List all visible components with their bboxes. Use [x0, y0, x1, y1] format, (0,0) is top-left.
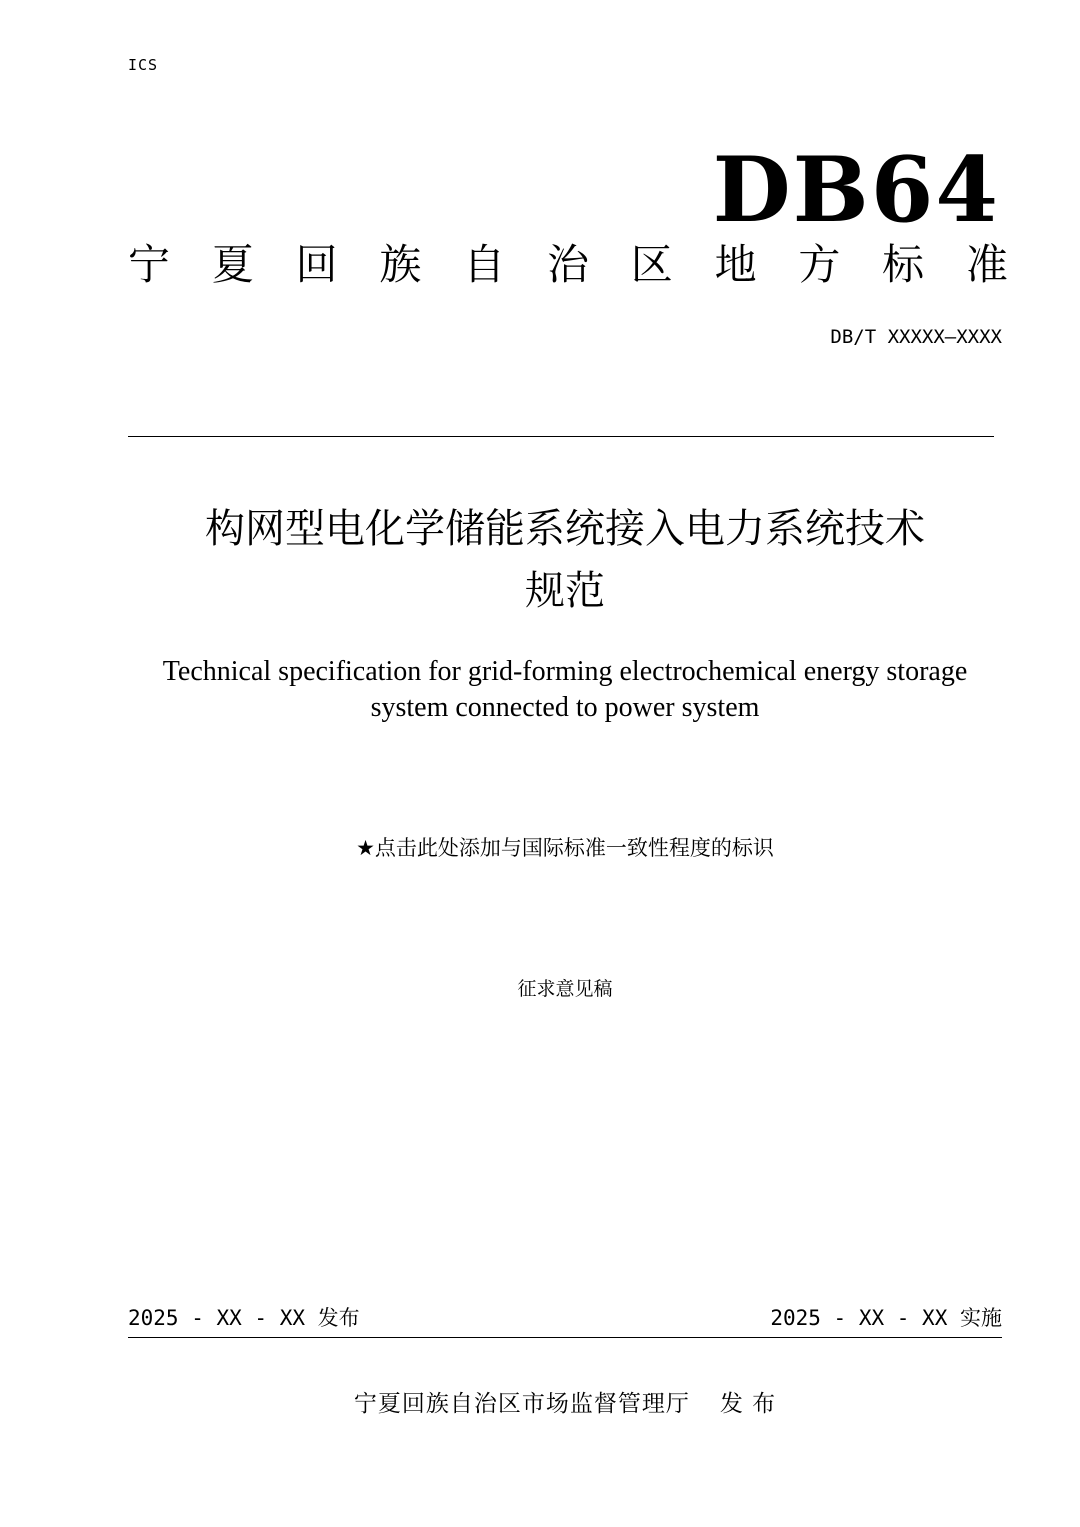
draft-status: 征求意见稿 — [517, 978, 613, 1000]
standard-type-heading — [128, 240, 1008, 290]
chinese-title-line-2: 规范 — [525, 568, 605, 614]
footer-divider — [128, 1337, 1002, 1338]
english-title-line-1: Technical specification for grid-forming electrochemical energy storage — [162, 656, 968, 687]
standard-type-char: 族 — [379, 240, 422, 289]
standard-type-char: 标 — [882, 240, 925, 289]
standard-type-char: 方 — [798, 240, 841, 289]
standard-type-char: 区 — [630, 240, 673, 289]
issuer-action: 发 布 — [719, 1391, 777, 1417]
standard-type-char: 地 — [714, 240, 757, 289]
standard-number: DB/T XXXXX—XXXX — [830, 326, 1002, 348]
standard-type-char: 自 — [463, 240, 506, 289]
implement-date: 2025 - XX - XX 实施 — [770, 1306, 1002, 1330]
standard-type-char: 宁 — [128, 240, 171, 289]
publish-date: 2025 - XX - XX 发布 — [128, 1306, 360, 1330]
chinese-title-line-1: 构网型电化学储能系统接入电力系统技术 — [205, 506, 925, 552]
issuer-line — [100, 1386, 1030, 1422]
ics-label: ICS — [128, 56, 159, 74]
standard-type-char: 回 — [295, 240, 338, 289]
issuer-name: 宁夏回族自治区市场监督管理厅 — [353, 1391, 690, 1417]
consistency-placeholder[interactable]: ★点击此处添加与国际标准一致性程度的标识 — [356, 836, 774, 860]
chinese-title — [100, 498, 1030, 622]
standard-type-char: 治 — [546, 240, 589, 289]
standard-type-char: 夏 — [211, 240, 254, 289]
english-title — [100, 654, 1030, 726]
english-title-line-2: system connected to power system — [370, 692, 760, 723]
header-divider — [128, 436, 994, 437]
standard-type-char: 准 — [965, 240, 1008, 289]
standard-code: DB64 — [712, 137, 1000, 243]
